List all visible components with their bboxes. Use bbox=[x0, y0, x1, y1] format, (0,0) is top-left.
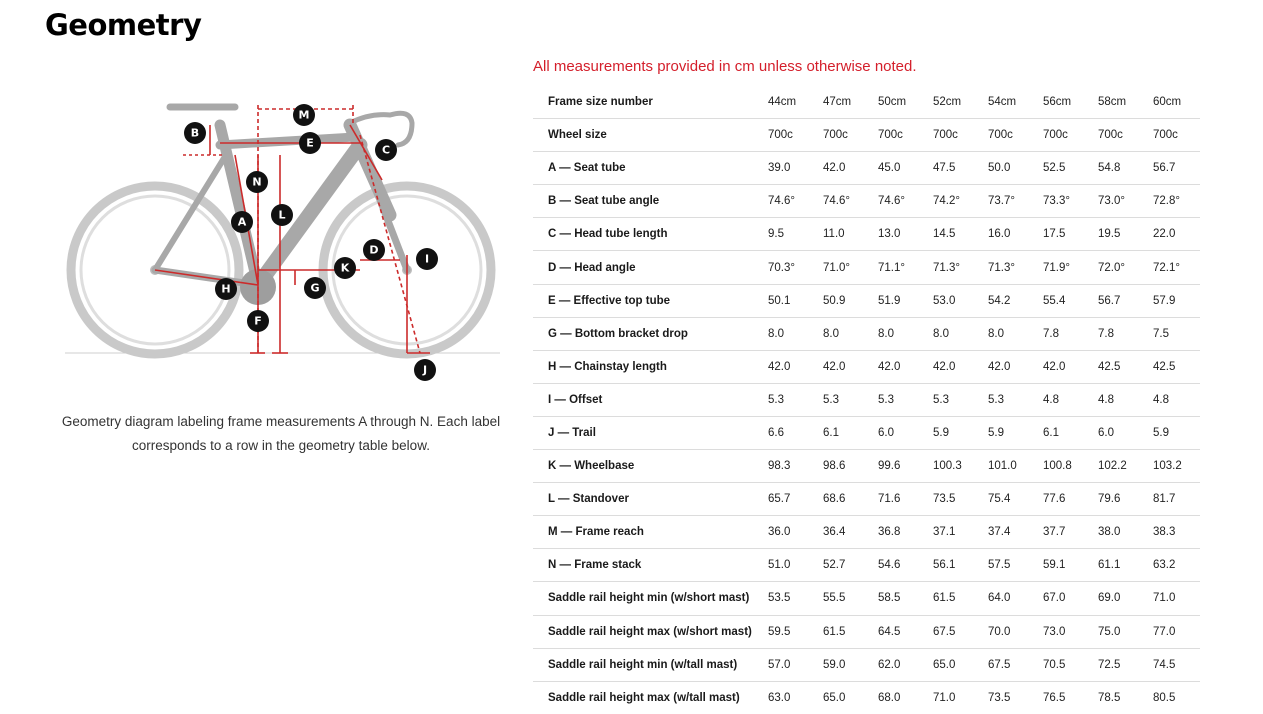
table-cell: 37.1 bbox=[925, 516, 980, 549]
table-cell: 72.1° bbox=[1145, 251, 1200, 284]
table-cell: 54.2 bbox=[980, 284, 1035, 317]
row-label: E — Effective top tube bbox=[533, 284, 760, 317]
table-row bbox=[533, 615, 1200, 648]
table-cell: 42.0 bbox=[980, 350, 1035, 383]
table-cell: 65.0 bbox=[925, 648, 980, 681]
label-E-badge bbox=[299, 132, 321, 154]
row-label: B — Seat tube angle bbox=[533, 185, 760, 218]
table-cell: 44cm bbox=[768, 96, 797, 109]
table-cell: 56.7 bbox=[1090, 284, 1145, 317]
table-cell: 54.6 bbox=[870, 549, 925, 582]
table-cell: 51.0 bbox=[760, 549, 815, 582]
table-row bbox=[533, 416, 1200, 449]
label-J-badge bbox=[414, 359, 436, 381]
table-row bbox=[533, 648, 1200, 681]
table-cell: 67.5 bbox=[925, 615, 980, 648]
table-cell: 7.8 bbox=[1035, 317, 1090, 350]
table-row bbox=[533, 483, 1200, 516]
table-cell: 56cm bbox=[1043, 96, 1072, 109]
table-cell: 54.8 bbox=[1090, 152, 1145, 185]
row-label: Saddle rail height max (w/short mast) bbox=[533, 615, 760, 648]
svg-text:M: M bbox=[298, 108, 310, 122]
table-cell: 5.3 bbox=[980, 383, 1035, 416]
table-cell: 700c bbox=[925, 119, 980, 152]
table-cell: 67.0 bbox=[1035, 582, 1090, 615]
table-row bbox=[533, 549, 1200, 582]
label-D-badge bbox=[363, 239, 385, 261]
svg-text:E: E bbox=[306, 136, 314, 150]
table-cell: 61.1 bbox=[1090, 549, 1145, 582]
table-cell: 71.9° bbox=[1035, 251, 1090, 284]
table-row bbox=[533, 450, 1200, 483]
table-cell: 700c bbox=[1090, 119, 1145, 152]
table-cell: 700c bbox=[870, 119, 925, 152]
table-cell: 38.3 bbox=[1145, 516, 1200, 549]
table-cell: 72.0° bbox=[1090, 251, 1145, 284]
table-cell: 101.0 bbox=[980, 450, 1035, 483]
row-label: G — Bottom bracket drop bbox=[533, 317, 760, 350]
table-cell: 47cm bbox=[823, 96, 852, 109]
row-label: D — Head angle bbox=[533, 251, 760, 284]
table-cell: 74.5 bbox=[1145, 648, 1200, 681]
table-cell: 61.5 bbox=[925, 582, 980, 615]
table-cell: 53.0 bbox=[925, 284, 980, 317]
table-cell: 73.0 bbox=[1035, 615, 1090, 648]
svg-text:H: H bbox=[221, 282, 231, 296]
table-cell: 42.0 bbox=[870, 350, 925, 383]
table-cell: 74.2° bbox=[925, 185, 980, 218]
table-cell: 7.5 bbox=[1145, 317, 1200, 350]
table-cell: 6.0 bbox=[870, 416, 925, 449]
table-row bbox=[533, 251, 1200, 284]
table-cell: 42.0 bbox=[760, 350, 815, 383]
table-cell: 5.9 bbox=[980, 416, 1035, 449]
table-cell: 8.0 bbox=[980, 317, 1035, 350]
table-cell: 45.0 bbox=[870, 152, 925, 185]
table-cell: 73.0° bbox=[1090, 185, 1145, 218]
table-cell: 42.0 bbox=[925, 350, 980, 383]
table-cell: 8.0 bbox=[815, 317, 870, 350]
table-cell: 42.0 bbox=[815, 152, 870, 185]
table-cell: 51.9 bbox=[870, 284, 925, 317]
table-cell: 50.0 bbox=[980, 152, 1035, 185]
label-F-badge bbox=[247, 310, 269, 332]
row-label: M — Frame reach bbox=[533, 516, 760, 549]
table-cell: 5.3 bbox=[760, 383, 815, 416]
table-cell: 71.3° bbox=[980, 251, 1035, 284]
units-note: All measurements provided in cm unless otherwise noted. bbox=[533, 58, 917, 75]
table-cell: 100.8 bbox=[1035, 450, 1090, 483]
table-cell: 37.7 bbox=[1035, 516, 1090, 549]
table-row bbox=[533, 218, 1200, 251]
table-cell: 55.4 bbox=[1035, 284, 1090, 317]
table-cell: 36.8 bbox=[870, 516, 925, 549]
table-cell: 6.1 bbox=[815, 416, 870, 449]
table-row bbox=[533, 317, 1200, 350]
table-cell: 70.3° bbox=[760, 251, 815, 284]
label-K-badge bbox=[334, 257, 356, 279]
table-cell: 36.4 bbox=[815, 516, 870, 549]
label-N-badge bbox=[246, 171, 268, 193]
row-label: I — Offset bbox=[533, 383, 760, 416]
table-cell: 54cm bbox=[988, 96, 1017, 109]
table-row bbox=[533, 582, 1200, 615]
svg-text:L: L bbox=[278, 208, 286, 222]
label-L-badge bbox=[271, 204, 293, 226]
table-cell: 5.3 bbox=[870, 383, 925, 416]
geometry-table-body bbox=[533, 86, 1200, 714]
row-label: A — Seat tube bbox=[533, 152, 760, 185]
table-cell: 73.5 bbox=[980, 681, 1035, 714]
table-row bbox=[533, 86, 1200, 119]
table-cell: 5.9 bbox=[1145, 416, 1200, 449]
table-row bbox=[533, 152, 1200, 185]
svg-text:B: B bbox=[190, 126, 200, 140]
table-row bbox=[533, 284, 1200, 317]
svg-text:F: F bbox=[254, 314, 262, 328]
table-cell: 8.0 bbox=[925, 317, 980, 350]
svg-text:N: N bbox=[252, 175, 262, 189]
table-row bbox=[533, 516, 1200, 549]
row-label: Saddle rail height min (w/tall mast) bbox=[533, 648, 760, 681]
row-label: Saddle rail height max (w/tall mast) bbox=[533, 681, 760, 714]
table-cell: 4.8 bbox=[1090, 383, 1145, 416]
table-cell: 700c bbox=[815, 119, 870, 152]
svg-text:K: K bbox=[340, 261, 350, 275]
table-cell: 700c bbox=[1035, 119, 1090, 152]
table-cell: 22.0 bbox=[1145, 218, 1200, 251]
table-cell: 7.8 bbox=[1090, 317, 1145, 350]
table-cell: 67.5 bbox=[980, 648, 1035, 681]
table-row bbox=[533, 383, 1200, 416]
table-cell: 4.8 bbox=[1035, 383, 1090, 416]
table-cell: 71.0° bbox=[815, 251, 870, 284]
table-cell: 75.4 bbox=[980, 483, 1035, 516]
row-label: Wheel size bbox=[533, 119, 760, 152]
table-cell: 99.6 bbox=[870, 450, 925, 483]
table-cell: 700c bbox=[760, 119, 815, 152]
table-cell: 78.5 bbox=[1090, 681, 1145, 714]
table-cell: 60cm bbox=[1153, 96, 1182, 109]
svg-text:I: I bbox=[424, 252, 430, 266]
table-cell: 58cm bbox=[1098, 96, 1127, 109]
table-cell: 53.5 bbox=[760, 582, 815, 615]
table-cell: 62.0 bbox=[870, 648, 925, 681]
table-cell: 77.6 bbox=[1035, 483, 1090, 516]
table-row bbox=[533, 350, 1200, 383]
table-cell: 9.5 bbox=[760, 218, 815, 251]
table-cell: 63.2 bbox=[1145, 549, 1200, 582]
table-cell: 4.8 bbox=[1145, 383, 1200, 416]
table-cell: 81.7 bbox=[1145, 483, 1200, 516]
row-label: C — Head tube length bbox=[533, 218, 760, 251]
table-cell: 79.6 bbox=[1090, 483, 1145, 516]
table-cell: 700c bbox=[1145, 119, 1200, 152]
table-row bbox=[533, 119, 1200, 152]
table-cell: 42.0 bbox=[815, 350, 870, 383]
svg-text:A: A bbox=[237, 215, 247, 229]
table-cell: 65.0 bbox=[815, 681, 870, 714]
table-cell: 75.0 bbox=[1090, 615, 1145, 648]
table-cell: 76.5 bbox=[1035, 681, 1090, 714]
table-cell: 74.6° bbox=[870, 185, 925, 218]
table-cell: 5.3 bbox=[925, 383, 980, 416]
table-cell: 77.0 bbox=[1145, 615, 1200, 648]
label-G-badge bbox=[304, 277, 326, 299]
row-label: Frame size number bbox=[548, 96, 653, 109]
row-label: L — Standover bbox=[533, 483, 760, 516]
label-M-badge bbox=[293, 104, 315, 126]
table-cell: 70.5 bbox=[1035, 648, 1090, 681]
table-cell: 52cm bbox=[933, 96, 962, 109]
table-cell: 59.0 bbox=[815, 648, 870, 681]
table-cell: 42.5 bbox=[1145, 350, 1200, 383]
table-row bbox=[533, 185, 1200, 218]
table-cell: 74.6° bbox=[760, 185, 815, 218]
table-row bbox=[533, 681, 1200, 714]
table-cell: 19.5 bbox=[1090, 218, 1145, 251]
table-cell: 56.7 bbox=[1145, 152, 1200, 185]
label-C-badge bbox=[375, 139, 397, 161]
table-cell: 700c bbox=[980, 119, 1035, 152]
table-cell: 6.0 bbox=[1090, 416, 1145, 449]
table-cell: 47.5 bbox=[925, 152, 980, 185]
table-cell: 80.5 bbox=[1145, 681, 1200, 714]
table-cell: 73.7° bbox=[980, 185, 1035, 218]
table-cell: 98.3 bbox=[760, 450, 815, 483]
label-A-badge bbox=[231, 211, 253, 233]
table-cell: 69.0 bbox=[1090, 582, 1145, 615]
table-cell: 5.9 bbox=[925, 416, 980, 449]
row-label: H — Chainstay length bbox=[533, 350, 760, 383]
table-cell: 8.0 bbox=[870, 317, 925, 350]
table-cell: 39.0 bbox=[760, 152, 815, 185]
svg-text:G: G bbox=[310, 281, 320, 295]
table-cell: 57.0 bbox=[760, 648, 815, 681]
table-cell: 103.2 bbox=[1145, 450, 1200, 483]
table-cell: 74.6° bbox=[815, 185, 870, 218]
table-cell: 57.9 bbox=[1145, 284, 1200, 317]
table-cell: 13.0 bbox=[870, 218, 925, 251]
table-cell: 71.6 bbox=[870, 483, 925, 516]
table-cell: 64.0 bbox=[980, 582, 1035, 615]
table-cell: 38.0 bbox=[1090, 516, 1145, 549]
table-cell: 72.5 bbox=[1090, 648, 1145, 681]
table-cell: 61.5 bbox=[815, 615, 870, 648]
table-cell: 8.0 bbox=[760, 317, 815, 350]
table-cell: 64.5 bbox=[870, 615, 925, 648]
table-cell: 59.1 bbox=[1035, 549, 1090, 582]
table-cell: 17.5 bbox=[1035, 218, 1090, 251]
table-cell: 52.7 bbox=[815, 549, 870, 582]
label-B-badge bbox=[184, 122, 206, 144]
table-cell: 11.0 bbox=[815, 218, 870, 251]
table-cell: 55.5 bbox=[815, 582, 870, 615]
table-cell: 37.4 bbox=[980, 516, 1035, 549]
row-label: N — Frame stack bbox=[533, 549, 760, 582]
table-cell: 73.5 bbox=[925, 483, 980, 516]
table-cell: 68.6 bbox=[815, 483, 870, 516]
table-cell: 71.0 bbox=[1145, 582, 1200, 615]
row-label: Saddle rail height min (w/short mast) bbox=[533, 582, 760, 615]
table-cell: 71.1° bbox=[870, 251, 925, 284]
table-cell: 65.7 bbox=[760, 483, 815, 516]
table-cell: 16.0 bbox=[980, 218, 1035, 251]
diagram-caption: Geometry diagram labeling frame measurements A through N. Each label corresponds to a row in the geometry table below. bbox=[61, 414, 501, 453]
table-cell: 56.1 bbox=[925, 549, 980, 582]
table-cell: 57.5 bbox=[980, 549, 1035, 582]
table-cell: 42.5 bbox=[1090, 350, 1145, 383]
table-cell: 63.0 bbox=[760, 681, 815, 714]
table-cell: 14.5 bbox=[925, 218, 980, 251]
table-cell: 50.1 bbox=[760, 284, 815, 317]
page-title: Geometry bbox=[45, 8, 202, 42]
table-cell: 58.5 bbox=[870, 582, 925, 615]
table-cell: 6.6 bbox=[760, 416, 815, 449]
table-cell: 102.2 bbox=[1090, 450, 1145, 483]
table-cell: 68.0 bbox=[870, 681, 925, 714]
table-cell: 71.0 bbox=[925, 681, 980, 714]
table-cell: 72.8° bbox=[1145, 185, 1200, 218]
table-cell: 70.0 bbox=[980, 615, 1035, 648]
table-cell: 98.6 bbox=[815, 450, 870, 483]
geometry-diagram bbox=[60, 95, 505, 390]
svg-text:J: J bbox=[422, 363, 428, 377]
table-cell: 59.5 bbox=[760, 615, 815, 648]
row-label: J — Trail bbox=[533, 416, 760, 449]
table-cell: 50cm bbox=[878, 96, 907, 109]
table-cell: 100.3 bbox=[925, 450, 980, 483]
table-cell: 50.9 bbox=[815, 284, 870, 317]
geometry-table bbox=[533, 86, 1200, 714]
table-cell: 36.0 bbox=[760, 516, 815, 549]
table-cell: 71.3° bbox=[925, 251, 980, 284]
svg-text:C: C bbox=[381, 143, 391, 157]
row-label: K — Wheelbase bbox=[533, 450, 760, 483]
svg-text:D: D bbox=[369, 243, 379, 257]
label-H-badge bbox=[215, 278, 237, 300]
table-cell: 73.3° bbox=[1035, 185, 1090, 218]
table-cell: 42.0 bbox=[1035, 350, 1090, 383]
label-I-badge bbox=[416, 248, 438, 270]
table-cell: 52.5 bbox=[1035, 152, 1090, 185]
table-cell: 5.3 bbox=[815, 383, 870, 416]
table-cell: 6.1 bbox=[1035, 416, 1090, 449]
